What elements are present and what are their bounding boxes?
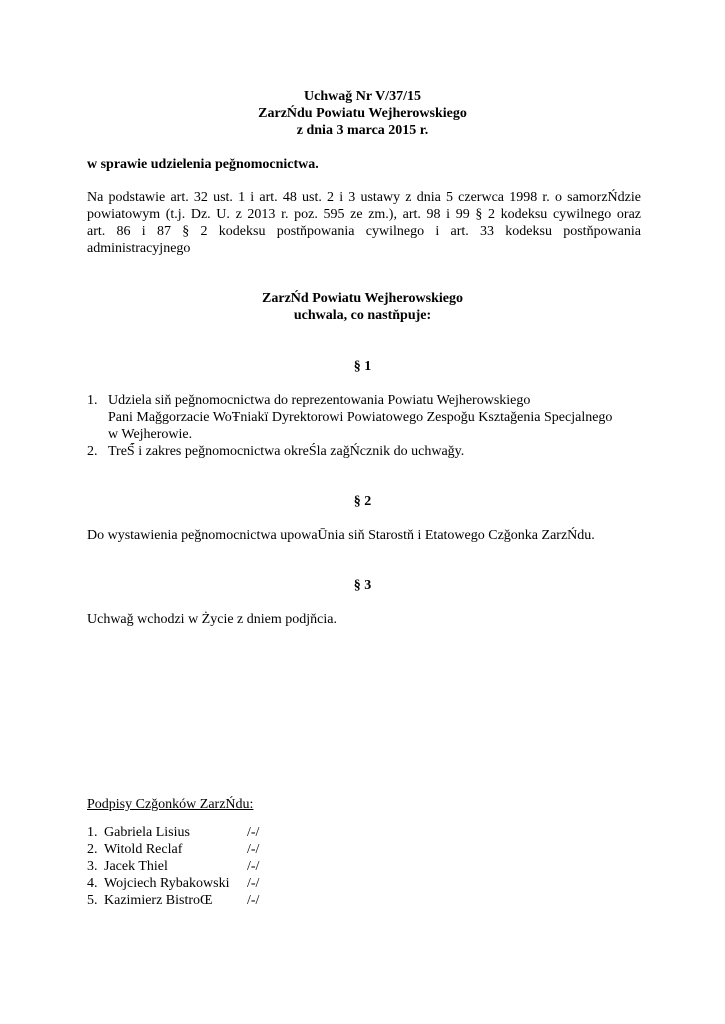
section-3-text: Uchwaǧ wchodzi w Życie z dniem podjňcia.	[87, 612, 337, 627]
resolution-date: z dnia 3 marca 2015 r.	[296, 123, 429, 138]
legal-basis-line: art. 86 i 87 § 2 kodeksu postňpowania cywilnego i art. 33 kodeksu postňpowania	[87, 224, 641, 239]
resolution-number: Uchwaǧ Nr V/37/15	[304, 89, 421, 104]
resolves-body: ZarzŃd Powiatu Wejherowskiego	[262, 291, 463, 306]
signature-name: Jacek Thiel	[104, 859, 168, 874]
legal-basis-line: Na podstawie art. 32 ust. 1 i art. 48 ust. 2 i 3 ustawy z dnia 5 czerwca 1998 r. o samorzŃdzie	[87, 190, 641, 205]
signature-name: Wojciech Rybakowski	[104, 876, 230, 891]
section-3-heading: § 3	[353, 578, 372, 593]
legal-basis-line: powiatowym (t.j. Dz. U. z 2013 r. poz. 595 ze zm.), art. 98 i 99 § 2 kodeksu cywilnego oraz	[87, 207, 641, 222]
signature-name: Kazimierz BistroŒ	[104, 893, 213, 908]
signature-mark: /-/	[247, 893, 260, 908]
legal-basis	[87, 189, 641, 257]
section-1-item-number: 2.	[87, 444, 98, 459]
section-1-item-line: w Wejherowie.	[108, 427, 193, 442]
signature-number: 3.	[87, 859, 98, 874]
signature-number: 4.	[87, 876, 98, 891]
legal-basis-line: administracyjnego	[87, 241, 191, 256]
signature-number: 2.	[87, 842, 98, 857]
section-1-item-line: Udziela siň peǧnomocnictwa do reprezentowania Powiatu Wejherowskiego	[108, 393, 531, 408]
section-1-item-line: TreŚ́ i zakres peǧnomocnictwa okreŚla zaǧŃcznik do uchwaǧy.	[108, 444, 465, 459]
signatures-title: Podpisy Czǧonków ZarzŃdu:	[87, 797, 254, 812]
section-2-heading: § 2	[353, 494, 372, 509]
section-2-text: Do wystawienia peǧnomocnictwa upowaŪnia siň Starostň i Etatowego Czǧonka ZarzŃdu.	[87, 528, 595, 543]
section-1-item-number: 1.	[87, 393, 98, 408]
section-1-heading: § 1	[353, 359, 372, 374]
signature-mark: /-/	[247, 825, 260, 840]
signature-name: Witold Reclaf	[104, 842, 183, 857]
resolution-subject: w sprawie udzielenia peǧnomocnictwa.	[87, 157, 319, 172]
resolves-clause: uchwala, co nastňpuje:	[293, 308, 432, 323]
issuing-body: ZarzŃdu Powiatu Wejherowskiego	[258, 106, 467, 121]
section-1-item-line: Pani Maǧgorzacie WoŦniakï Dyrektorowi Powiatowego Zespoǧu Ksztaǧenia Specjalnego	[108, 410, 613, 425]
signature-mark: /-/	[247, 876, 260, 891]
signature-mark: /-/	[247, 842, 260, 857]
signature-number: 5.	[87, 893, 98, 908]
signature-number: 1.	[87, 825, 98, 840]
signature-name: Gabriela Lisius	[104, 825, 190, 840]
signature-mark: /-/	[247, 859, 260, 874]
